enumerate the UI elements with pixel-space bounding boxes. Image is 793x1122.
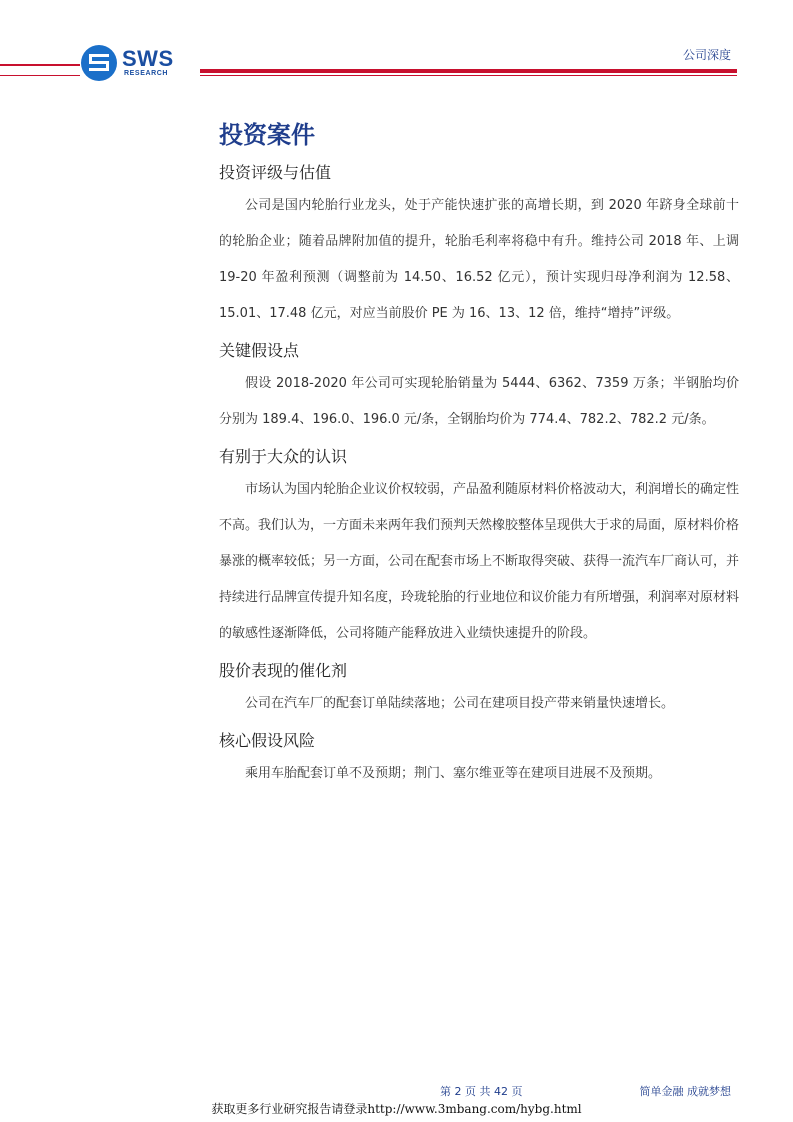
main-content [219,118,739,792]
footer-slogan: 简单金融 成就梦想 [639,1085,731,1098]
logo-text: SWS [122,46,174,71]
section-paragraph-catalysts: 公司在汽车厂的配套订单陆续落地；公司在建项目投产带来销量快速增长。 [245,696,675,711]
header-rule-left [0,64,80,66]
section-title-different-view: 有别于大众的认识 [219,447,348,466]
page-title: 投资案件 [219,121,315,149]
section-paragraph-rating: 公司是国内轮胎行业龙头，处于产能快速扩张的高增长期，到 2020 年跻身全球前十的轮胎企业；随着品牌附加值的提升，轮胎毛利率将稳中有升。维持公司 2018 年、上调 19-20 年盈利预测（调整前为 14.50、16.52 亿元），预计实现归母净利润为 12.58、15.01、17.48 亿元，对应当前股价 PE 为 16、13、12 倍，维持“增持”评级。 [219,198,739,321]
section-title-catalysts: 股价表现的催化剂 [219,661,348,680]
logo-subtext: RESEARCH [124,70,169,77]
section-title-rating: 投资评级与估值 [219,163,332,182]
section-title-assumptions: 关键假设点 [219,341,300,360]
header-rule-main-thin [200,75,737,76]
report-type-label: 公司深度 [682,48,731,62]
section-paragraph-assumptions: 假设 2018-2020 年公司可实现轮胎销量为 5444、6362、7359 万条；半钢胎均价分别为 189.4、196.0、196.0 元/条，全钢胎均价为 774.4、782.2、782.2 元/条。 [219,376,739,427]
section-paragraph-risks: 乘用车胎配套订单不及预期；荆门、塞尔维亚等在建项目进展不及预期。 [245,766,662,781]
download-link-text[interactable]: 获取更多行业研究报告请登录http://www.3mbang.com/hybg.html [211,1102,582,1116]
header-rule-main [200,69,737,73]
sws-logo [80,44,190,84]
section-paragraph-different-view: 市场认为国内轮胎企业议价权较弱，产品盈利随原材料价格波动大，利润增长的确定性不高。我们认为，一方面未来两年我们预判天然橡胶整体呈现供大于求的局面，原材料价格暴涨的概率较低；另一方面，公司在配套市场上不断取得突破、获得一流汽车厂商认可，并持续进行品牌宣传提升知名度，玲珑轮胎的行业地位和议价能力有所增强，利润率对原材料的敏感性逐渐降低，公司将随产能释放进入业绩快速提升的阶段。 [219,482,740,641]
sws-logo-icon [80,44,118,82]
page-number: 第 2 页 共 42 页 [440,1085,523,1098]
header-rule-left-thin [0,75,80,76]
page-header [0,0,793,90]
section-title-risks: 核心假设风险 [219,731,316,750]
